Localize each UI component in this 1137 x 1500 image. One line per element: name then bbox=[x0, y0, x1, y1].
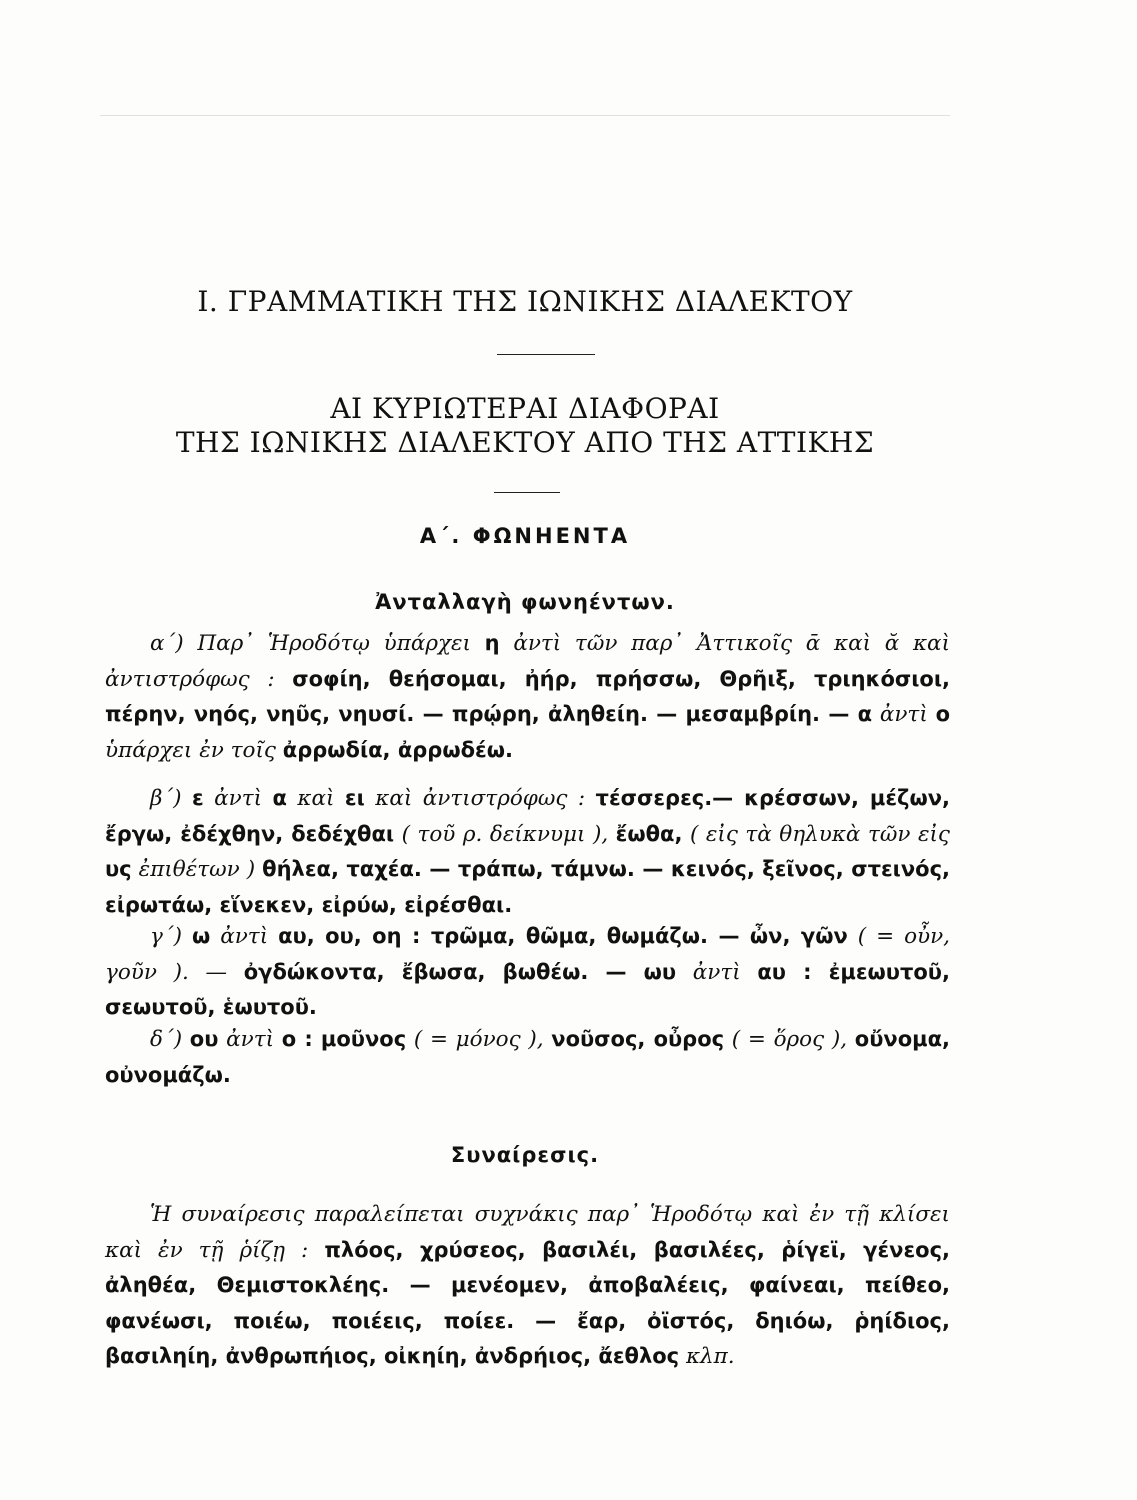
para-c-word-2: αυ, ου, οη : τρῶμα, θῶμα, θωμάζω. — ὦν, γῶν bbox=[278, 924, 848, 948]
subsection-heading-vowel-exchange: Ἀνταλλαγὴ φωνηέντων. bbox=[375, 590, 675, 614]
section-heading-vowels: Α΄. ΦΩΝΗΕΝΤΑ bbox=[419, 524, 631, 548]
paragraph-a bbox=[105, 626, 950, 768]
subtitle-line-1: ΑΙ ΚΥΡΙΩΤΕΡΑΙ ΔΙΑΦΟΡΑΙ bbox=[330, 392, 720, 425]
para-a-word-3: ο bbox=[935, 702, 950, 726]
para-d-text-1: δ΄) bbox=[150, 1027, 190, 1052]
para-e-text-2: κλπ. bbox=[679, 1344, 735, 1369]
title-divider bbox=[497, 354, 595, 355]
subtitle-divider bbox=[494, 492, 560, 493]
para-b-text-5: ( τοῦ ρ. δείκνυμι ), bbox=[394, 821, 616, 847]
para-d-word-4: οὔνομα, οὐνομάζω. bbox=[105, 1027, 950, 1087]
para-d-text-4: ( = ὅρος ), bbox=[724, 1027, 855, 1052]
para-a-word-4: ἀρρωδία, ἀρρωδέω. bbox=[282, 737, 513, 762]
para-b-text-6: ( εἰς τὰ θηλυκὰ τῶν εἰς bbox=[682, 821, 950, 847]
para-d-word-2: ο : μοῦνος bbox=[281, 1027, 407, 1051]
paragraph-c bbox=[105, 919, 950, 1026]
para-b-word-5: ἔωθα, bbox=[615, 821, 683, 846]
para-a-text-4: ὑπάρχει ἐν τοῖς bbox=[105, 737, 283, 763]
subsection-heading-contraction: Συναίρεσις. bbox=[450, 1143, 600, 1167]
paragraph-d bbox=[105, 1022, 950, 1093]
paragraph-e bbox=[105, 1198, 950, 1375]
para-b-word-2: α bbox=[272, 786, 287, 810]
para-e-word-1: πλόος, χρύσεος, βασιλέι, βασιλέες, ῥίγεϊ, γένεος, ἀληθέα, Θεμιστοκλέης. — μενέομεν, ἀποβαλέεις, φαίνεαι, πείθεο, φανέωσι, ποιέω, ποιέεις, ποίεε. — ἔαρ, ὀϊστός, δηιόω, ῥηίδιος, βασιληίη, ἀνθρωπήιος, οἰκηίη, ἀνδρήιος, ἄεθλος bbox=[105, 1237, 950, 1368]
para-a-word-2: σοφίη, θεήσομαι, ἠήρ, πρήσσω, Θρῆιξ, τριηκόσιοι, πέρην, νηός, νηῦς, νηυσί. — πρῴρη, ἀληθείη. — μεσαμβρίη. — α bbox=[105, 666, 950, 726]
subtitle-line-2: ΤΗΣ ΙΩΝΙΚΗΣ ΔΙΑΛΕΚΤΟΥ ΑΠΟ ΤΗΣ ΑΤΤΙΚΗΣ bbox=[175, 426, 875, 459]
para-b-text-7: ἐπιθέτων ) bbox=[131, 857, 263, 882]
para-e-text-1: Ἡ συναίρεσις παραλείπεται συχνάκις παρ᾽ Ἡροδότῳ καὶ ἐν τῇ κλίσει καὶ ἐν τῇ ῥίζῃ : bbox=[105, 1202, 950, 1263]
para-b-text-4: καὶ ἀντιστρόφως : bbox=[364, 786, 596, 811]
para-b-text-1: β΄) bbox=[150, 786, 193, 811]
main-title: I. ΓΡΑΜΜΑΤΙΚΗ ΤΗΣ ΙΩΝΙΚΗΣ ΔΙΑΛΕΚΤΟΥ bbox=[197, 285, 853, 318]
para-d-word-3: νοῦσος, οὖρος bbox=[551, 1027, 725, 1051]
para-b-word-1: ε bbox=[192, 786, 204, 810]
para-c-word-3: ὀγδώκοντα, ἔβωσα, βωθέω. — ωυ bbox=[243, 959, 677, 984]
para-b-word-4: τέσσερες.— κρέσσων, μέζων, ἔργω, ἐδέχθην, δεδέχθαι bbox=[105, 786, 950, 846]
para-b-word-6: υς bbox=[105, 857, 132, 881]
para-b-word-3: ει bbox=[344, 786, 365, 810]
para-c-text-1: γ΄) bbox=[150, 924, 192, 949]
para-b-text-3: καὶ bbox=[286, 786, 345, 811]
para-a-word-1: η bbox=[484, 631, 500, 655]
para-a-text-1: α΄) Παρ᾽ Ἡροδότῳ ὑπάρχει bbox=[150, 631, 485, 656]
para-a-text-2: ἀντὶ τῶν παρ᾽ Ἀττικοῖς ᾱ καὶ ᾰ καὶ ἀντιστρόφως : bbox=[105, 631, 950, 692]
para-b-word-7: θήλεα, ταχέα. — τράπω, τάμνω. — κεινός, ξεῖνος, στεινός, εἰρωτάω, εἵνεκεν, εἰρύω, εἰρέσθαι. bbox=[105, 857, 950, 917]
para-c-text-4: ἀντὶ bbox=[676, 959, 758, 985]
para-b-text-2: ἀντὶ bbox=[203, 786, 273, 811]
para-c-text-2: ἀντὶ bbox=[210, 924, 279, 949]
para-a-text-3: ἀντὶ bbox=[872, 702, 936, 727]
para-c-word-4: αυ : ἐμεωυτοῦ, σεωυτοῦ, ἑωυτοῦ. bbox=[105, 959, 950, 1019]
bleed-through-rule bbox=[100, 115, 950, 116]
para-d-text-3: ( = μόνος ), bbox=[406, 1027, 552, 1052]
para-d-word-1: ου bbox=[189, 1027, 219, 1051]
para-c-word-1: ω bbox=[191, 924, 211, 948]
para-d-text-2: ἀντὶ bbox=[218, 1027, 282, 1052]
para-c-text-3: ( = οὖν, γοῦν ). — bbox=[105, 924, 950, 985]
paragraph-b bbox=[105, 781, 950, 923]
